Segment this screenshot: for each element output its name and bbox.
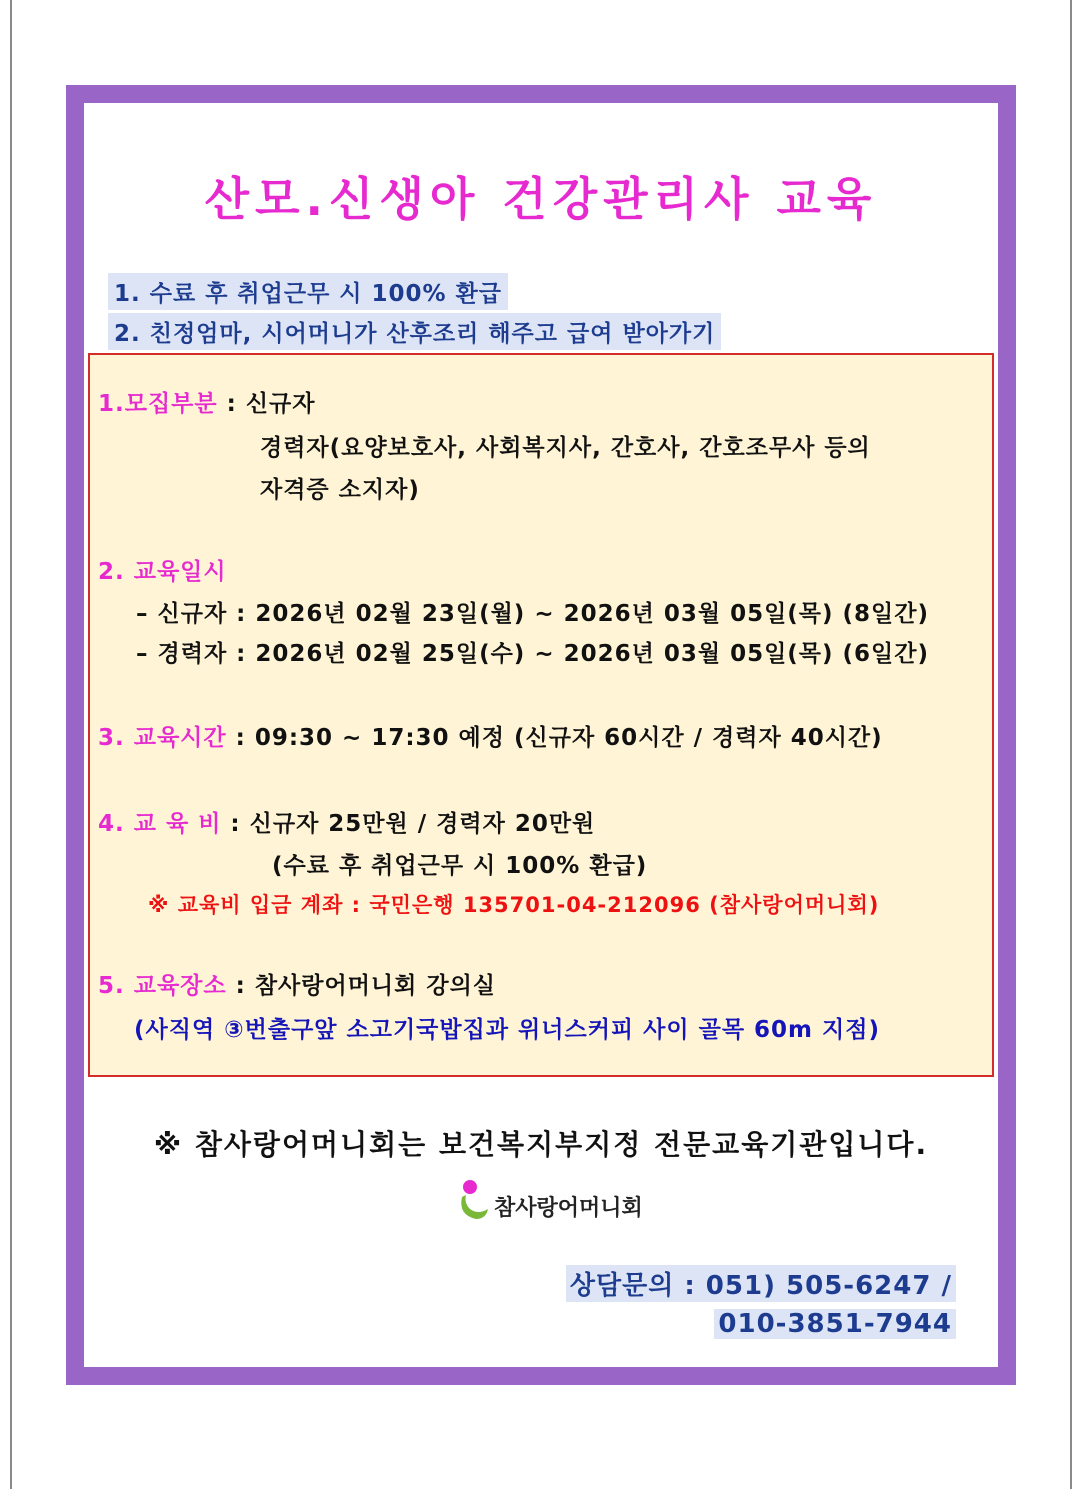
fee-account: ※ 교육비 입금 계좌 : 국민은행 135701-04-212096 (참사랑어머니회) (148, 893, 880, 917)
recruit-experienced: 경력자(요양보호사, 사회복지사, 간호사, 간호조무사 등의 (260, 435, 871, 461)
venue-directions: (사직역 ③번출구앞 소고기국밥집과 위너스커피 사이 골목 60m 지점) (134, 1017, 880, 1043)
logo-text: 참사랑어머니회 (494, 1196, 643, 1221)
fee-value: : 신규자 25만원 / 경력자 20만원 (221, 811, 596, 837)
accreditation-notice: ※ 참사랑어머니회는 보건복지부지정 전문교육기관입니다. (153, 1128, 929, 1161)
venue-value: : 참사랑어머니회 강의실 (226, 973, 497, 999)
organization-logo (456, 1175, 656, 1235)
course-info-box (88, 353, 994, 1077)
hours-label: 3. 교육시간 (98, 725, 227, 751)
recruit-section (98, 385, 316, 418)
contact-phone-1: 상담문의 : 051) 505-6247 / (566, 1265, 956, 1302)
fee-section (98, 805, 595, 838)
poster-frame (66, 85, 1016, 1385)
fee-refund: (수료 후 취업근무 시 100% 환급) (272, 853, 648, 879)
logo-mark-icon (456, 1175, 492, 1225)
recruit-qualification: 자격증 소지자) (260, 477, 420, 503)
benefit-refund: 1. 수료 후 취업근무 시 100% 환급 (108, 273, 508, 310)
recruit-new: 신규자 (245, 391, 316, 417)
page-edge-right (1070, 0, 1072, 1489)
schedule-experienced: – 경력자 : 2026년 02월 25일(수) ~ 2026년 03월 05일(목) (6일간) (136, 641, 930, 667)
fee-label: 4. 교 육 비 (98, 811, 222, 837)
hours-value: : 09:30 ~ 17:30 예정 (신규자 60시간 / 경력자 40시간) (226, 725, 883, 751)
recruit-label: 1.모집부분 (98, 391, 218, 417)
venue-section (98, 967, 496, 1000)
benefit-family-care: 2. 친정엄마, 시어머니가 산후조리 해주고 급여 받아가기 (108, 313, 721, 350)
page-edge-left (10, 0, 12, 1489)
hours-section (98, 719, 883, 752)
contact-phone-2: 010-3851-7944 (714, 1309, 956, 1339)
schedule-new: – 신규자 : 2026년 02월 23일(월) ~ 2026년 03월 05일(목) (8일간) (136, 601, 930, 627)
poster-title: 산모.신생아 건강관리사 교육 (204, 172, 878, 226)
venue-label: 5. 교육장소 (98, 973, 227, 999)
schedule-label: 2. 교육일시 (98, 559, 227, 585)
recruit-sep: : (217, 391, 246, 417)
